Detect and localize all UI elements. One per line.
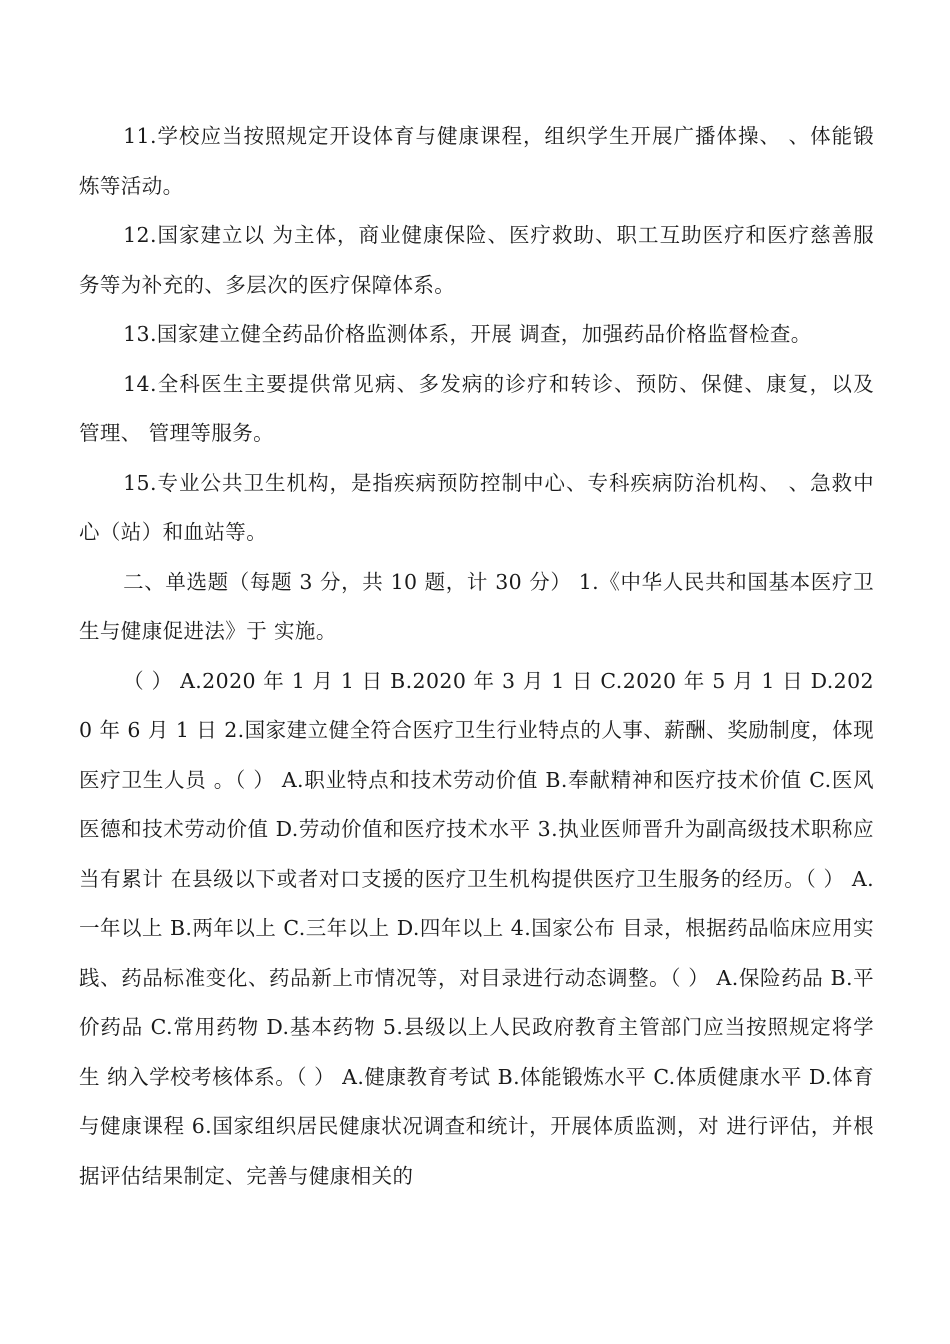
question-15: 15.专业公共卫生机构，是指疾病预防控制中心、专科疾病防治机构、 、急救中心（站）和血站等。 [79, 470, 874, 544]
section-heading-single-choice: 二、单选题（每题 3 分，共 10 题，计 30 分） 1.《中华人民共和国基本医疗卫生与健康促进法》于 实施。 [79, 569, 874, 643]
document-body [79, 112, 874, 1201]
single-choice-questions: （ ） A.2020 年 1 月 1 日 B.2020 年 3 月 1 日 C.2020 年 5 月 1 日 D.2020 年 6 月 1 日 2.国家建立健全符合医疗卫生行业特点的人事、薪酬、奖励制度，体现医疗卫生人员 。（ ） A.职业特点和技术劳动价值 B.奉献精神和医疗技术价值 C.医风医德和技术劳动价值 D.劳动价值和医疗技术水平 3.执业医师晋升为副高级技术职称应当有累计 在县级以下或者对口支援的医疗卫生机构提供医疗卫生服务的经历。（ ） A.一年以上 B.两年以上 C.三年以上 D.四年以上 4.国家公布 目录，根据药品临床应用实践、药品标准变化、药品新上市情况等，对目录进行动态调整。（ ） A.保险药品 B.平价药品 C.常用药物 D.基本药物 5.县级以上人民政府教育主管部门应当按照规定将学生 纳入学校考核体系。（ ） A.健康教育考试 B.体能锻炼水平 C.体质健康水平 D.体育与健康课程 6.国家组织居民健康状况调查和统计，开展体质监测，对 进行评估，并根据评估结果制定、完善与健康相关的 [79, 668, 874, 1188]
question-13: 13.国家建立健全药品价格监测体系，开展 调查，加强药品价格监督检查。 [123, 322, 812, 346]
question-12: 12.国家建立以 为主体，商业健康保险、医疗救助、职工互助医疗和医疗慈善服务等为补充的、多层次的医疗保障体系。 [79, 223, 874, 297]
question-14: 14.全科医生主要提供常见病、多发病的诊疗和转诊、预防、保健、康复，以及 管理、 管理等服务。 [79, 371, 874, 445]
question-11: 11.学校应当按照规定开设体育与健康课程，组织学生开展广播体操、 、体能锻炼等活动。 [79, 124, 874, 198]
